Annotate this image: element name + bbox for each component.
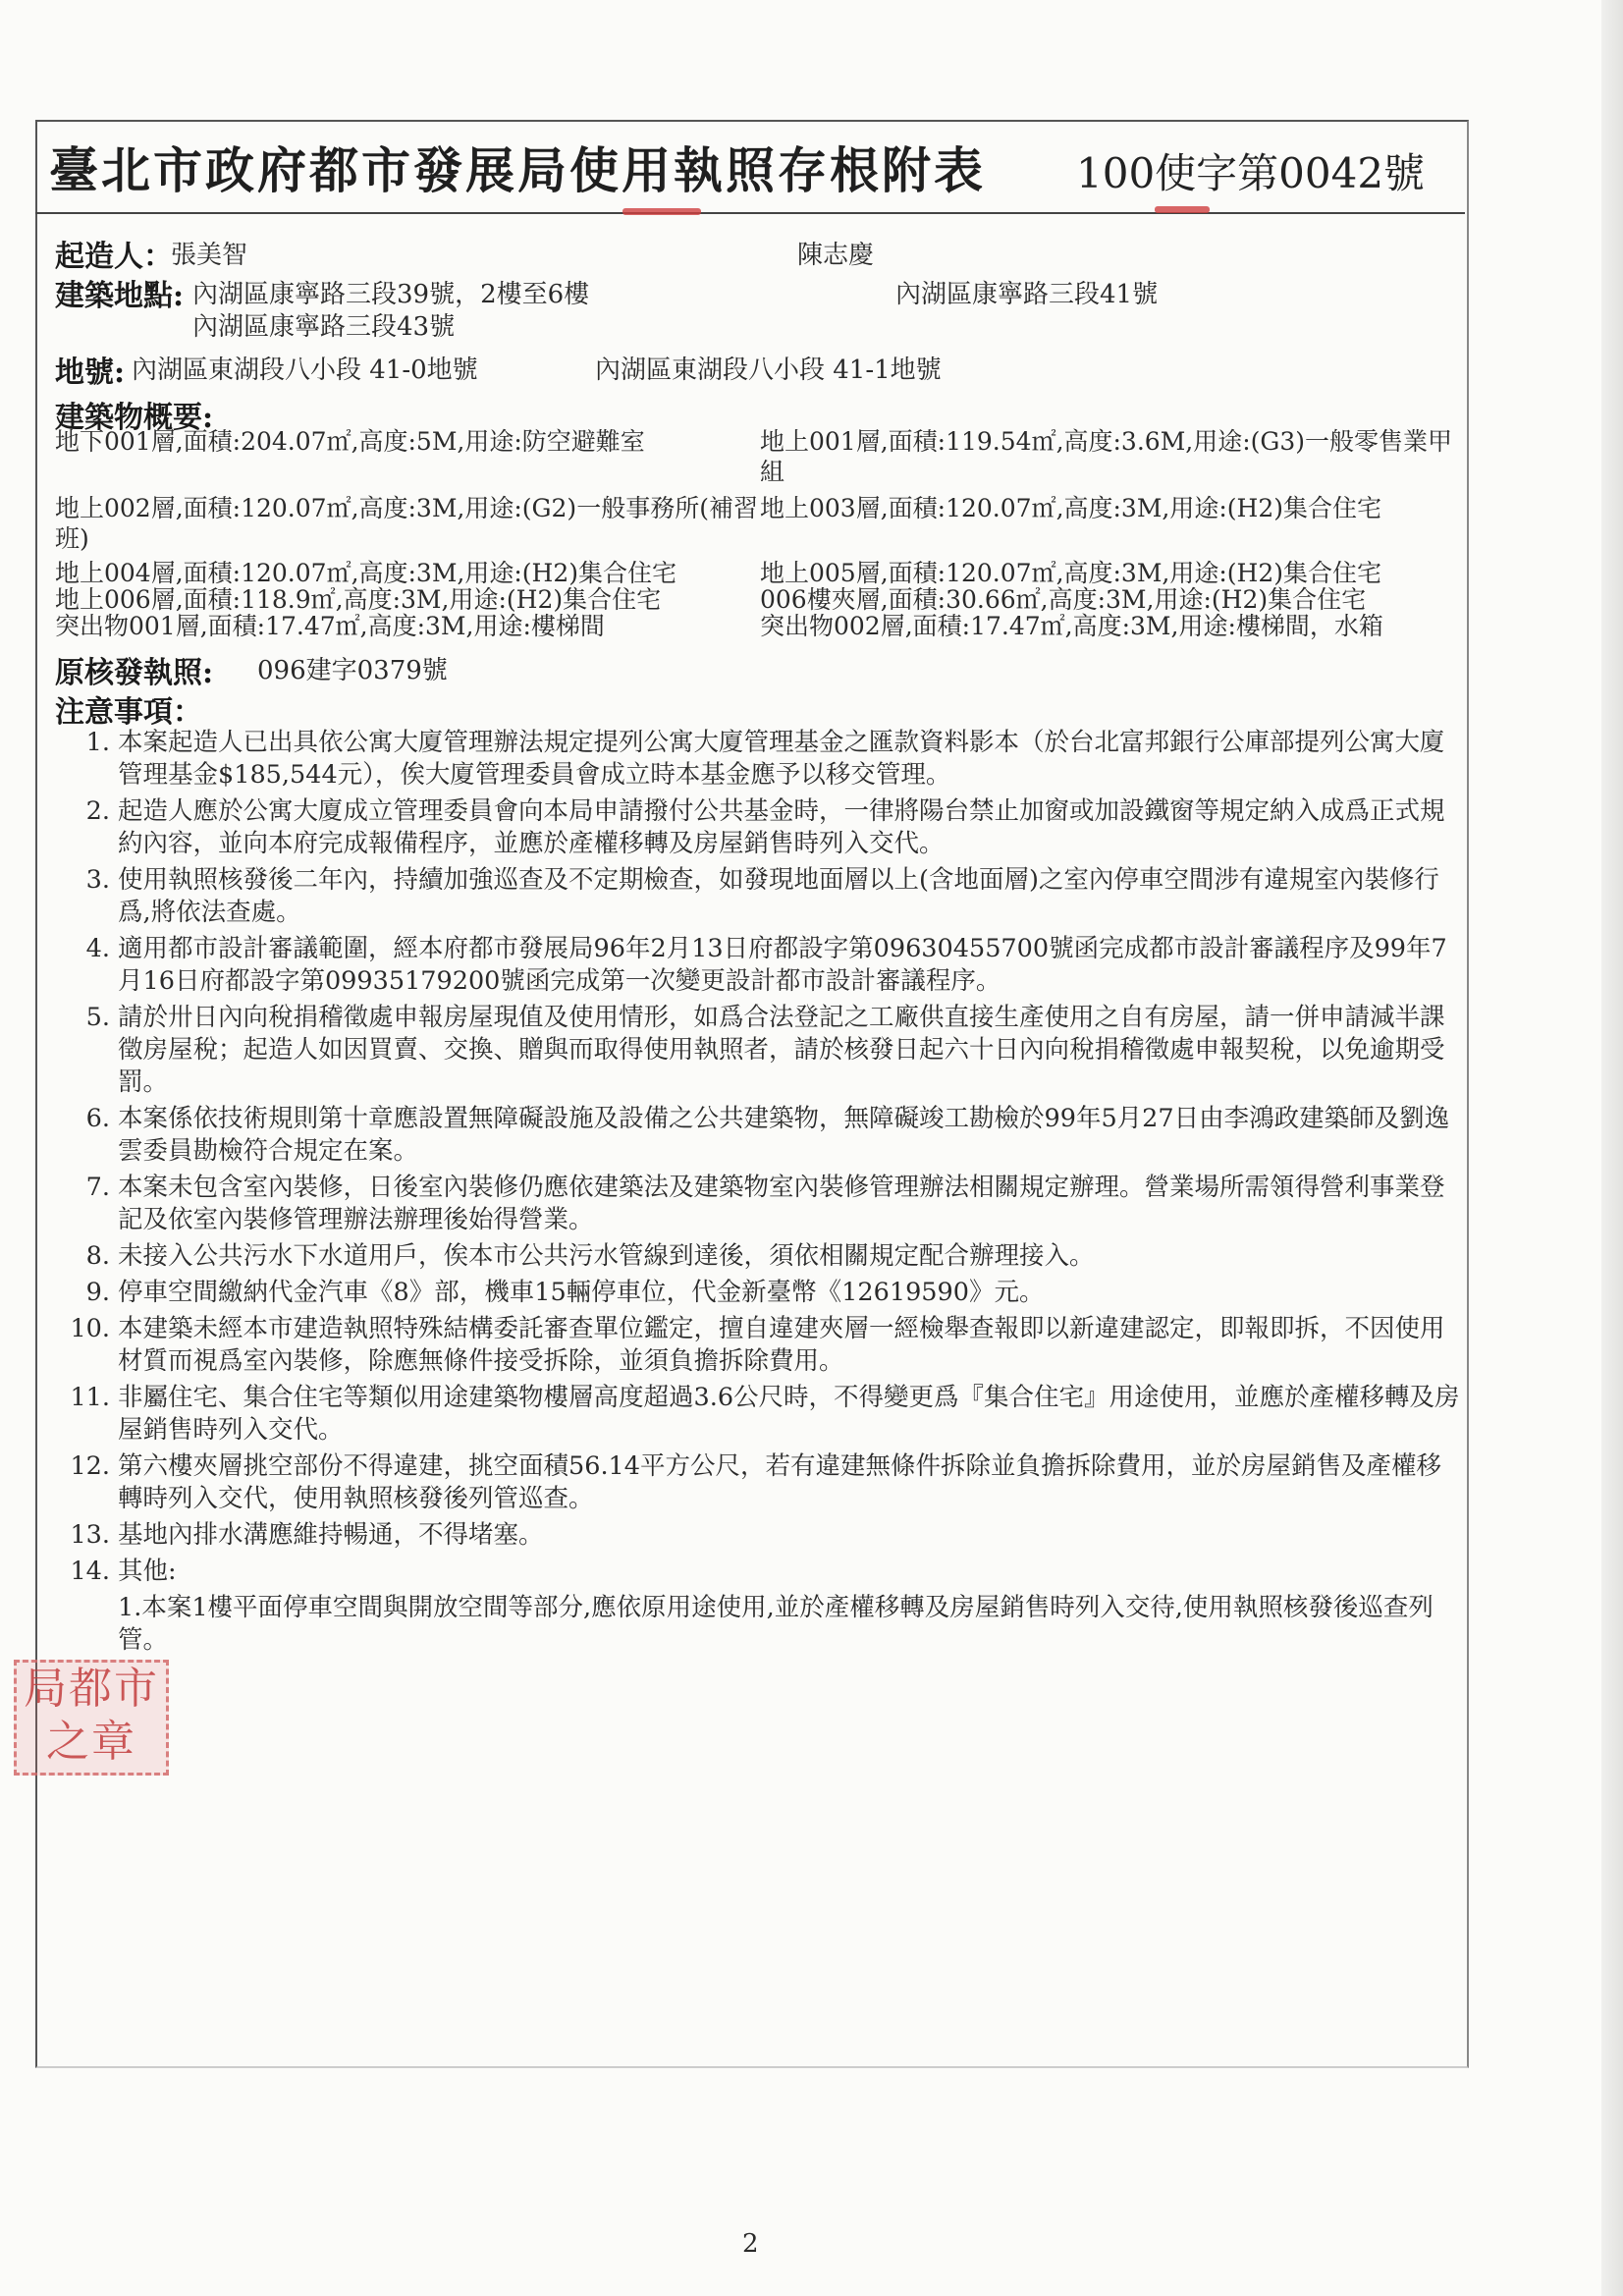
- note-text: 請於卅日內向稅捐稽徵處申報房屋現值及使用情形，如爲合法登記之工廠供直接生產使用之自有房屋，請一併申請減半課徵房屋稅；起造人如因買賣、交換、贈與而取得使用執照者，請於核發日起六十日內向稅捐稽徵處申報契稅，以免逾期受罰。: [118, 1003, 1445, 1097]
- note-number: 7.: [85, 1173, 110, 1202]
- note-number: 6.: [85, 1104, 110, 1133]
- scan-edge: [1601, 0, 1623, 2296]
- site-label: 建築地點:: [55, 279, 185, 313]
- note-number: 4.: [85, 934, 110, 963]
- applicant-name: 陳志慶: [797, 241, 875, 270]
- note-number: 2.: [85, 796, 110, 826]
- lot-number: 內湖區東湖段八小段 41-0地號: [132, 355, 478, 385]
- note-number: 8.: [85, 1241, 110, 1271]
- notes-label: 注意事項：: [55, 695, 202, 730]
- overview-line: 地上001層,面積:119.54㎡,高度:3.6M,用途:(G3)一般零售業甲: [760, 427, 1453, 456]
- note-number: 5.: [85, 1003, 110, 1032]
- document-title: 臺北市政府都市發展局使用執照存根附表: [49, 141, 986, 199]
- note-item: [69, 1382, 1463, 1447]
- red-seal-mark: [622, 208, 701, 215]
- note-text: 未接入公共污水下水道用戶，俟本市公共污水管線到達後，須依相關規定配合辦理接入。: [118, 1241, 1095, 1271]
- note-item: [69, 933, 1463, 998]
- notes-list: [69, 727, 1463, 1661]
- overview-line: 地上005層,面積:120.07㎡,高度:3M,用途:(H2)集合住宅: [760, 559, 1382, 587]
- note-text: 本案起造人已出具依公寓大廈管理辦法規定提列公寓大廈管理基金之匯款資料影本（於台北富邦銀行公庫部提列公寓大廈管理基金$185,544元），俟大廈管理委員會成立時本基金應予以移交管理。: [118, 728, 1445, 790]
- note-item: [69, 1240, 1463, 1273]
- note-text: 停車空間繳納代金汽車《8》部，機車15輛停車位，代金新臺幣《12619590》元。: [118, 1278, 1045, 1307]
- note-text: 非屬住宅、集合住宅等類似用途建築物樓層高度超過3.6公尺時，不得變更爲『集合住宅』用途使用，並應於產權移轉及房屋銷售時列入交代。: [118, 1383, 1460, 1445]
- lot-number: 內湖區東湖段八小段 41-1地號: [595, 355, 942, 385]
- note-text: 適用都市設計審議範圍，經本府都市發展局96年2月13日府都設字第09630455700號函完成都市設計審議程序及99年7月16日府都設字第09935179200號函完成第一次變更設計都市設計審議程序。: [118, 934, 1447, 996]
- site-address: 內湖區康寧路三段43號: [192, 312, 456, 342]
- note-item: [69, 864, 1463, 929]
- note-text: 起造人應於公寓大廈成立管理委員會向本局申請撥付公共基金時，一律將陽台禁止加窗或加設鐵窗等規定納入成爲正式規約內容，並向本府完成報備程序，並應於產權移轉及房屋銷售時列入交代。: [118, 796, 1445, 858]
- official-seal-stamp: 局都市之章: [14, 1660, 169, 1776]
- overview-line: 突出物002層,面積:17.47㎡,高度:3M,用途:樓梯間，水箱: [760, 612, 1383, 640]
- original-permit-label: 原核發執照:: [55, 656, 214, 690]
- note-item: [69, 1002, 1463, 1099]
- header: [35, 120, 1465, 214]
- overview-line: 地上006層,面積:118.9㎡,高度:3M,用途:(H2)集合住宅: [55, 585, 662, 614]
- site-address: 內湖區康寧路三段39號，2樓至6樓: [192, 280, 590, 309]
- overview-line: 地下001層,面積:204.07㎡,高度:5M,用途:防空避難室: [55, 427, 645, 456]
- note-number: 13.: [70, 1520, 110, 1550]
- note-item: [69, 1519, 1463, 1552]
- note-number: 10.: [70, 1314, 110, 1343]
- lot-label: 地號:: [55, 355, 126, 390]
- note-text: 1.本案1樓平面停車空間與開放空間等部分,應依原用途使用,並於產權移轉及房屋銷售時列入交待,使用執照核發後巡查列管。: [118, 1593, 1434, 1655]
- original-permit-value: 096建字0379號: [257, 656, 448, 685]
- applicant-label: 起造人：: [55, 240, 173, 274]
- overview-line: 班): [55, 524, 89, 553]
- note-text: 第六樓夾層挑空部份不得違建，挑空面積56.14平方公尺，若有違建無條件拆除並負擔拆除費用，並於房屋銷售及產權移轉時列入交代，使用執照核發後列管巡查。: [118, 1451, 1442, 1513]
- overview-line: 地上003層,面積:120.07㎡,高度:3M,用途:(H2)集合住宅: [760, 494, 1382, 522]
- note-item: [69, 1556, 1463, 1588]
- note-text: 本建築未經本市建造執照特殊結構委託審查單位鑑定，擅自違建夾層一經檢舉查報即以新違建認定，即報即拆，不因使用材質而視爲室內裝修，除應無條件接受拆除，並須負擔拆除費用。: [118, 1314, 1445, 1376]
- note-item: [69, 1313, 1463, 1378]
- note-text: 本案未包含室內裝修，日後室內裝修仍應依建築法及建築物室內裝修管理辦法相關規定辦理。營業場所需領得營利事業登記及依室內裝修管理辦法辦理後始得營業。: [118, 1173, 1445, 1234]
- note-text: 其他:: [118, 1557, 177, 1586]
- overview-line: 地上002層,面積:120.07㎡,高度:3M,用途:(G2)一般事務所(補習: [55, 494, 758, 522]
- page-number: 2: [742, 2229, 759, 2259]
- applicant-name: 張美智: [171, 241, 248, 270]
- note-number: 9.: [85, 1278, 110, 1307]
- note-item: [69, 1172, 1463, 1236]
- note-number: 1.: [85, 728, 110, 757]
- note-number: 3.: [85, 865, 110, 895]
- note-item: [69, 1277, 1463, 1309]
- overview-line: 組: [760, 458, 785, 486]
- note-text: 本案係依技術規則第十章應設置無障礙設施及設備之公共建築物，無障礙竣工勘檢於99年5月27日由李鴻政建築師及劉逸雲委員勘檢符合規定在案。: [118, 1104, 1450, 1166]
- note-item: [69, 727, 1463, 792]
- note-number: 12.: [70, 1451, 110, 1481]
- overview-line: 地上004層,面積:120.07㎡,高度:3M,用途:(H2)集合住宅: [55, 559, 677, 587]
- note-number: 14.: [70, 1557, 110, 1586]
- red-seal-mark: [1155, 206, 1210, 213]
- note-number: 11.: [70, 1383, 110, 1412]
- overview-line: 突出物001層,面積:17.47㎡,高度:3M,用途:樓梯間: [55, 612, 605, 640]
- note-item: [69, 795, 1463, 860]
- permit-number: 100使字第0042號: [1076, 149, 1426, 197]
- overview-line: 006樓夾層,面積:30.66㎡,高度:3M,用途:(H2)集合住宅: [760, 585, 1367, 614]
- note-item: [69, 1450, 1463, 1515]
- note-number: [69, 1592, 118, 1657]
- overview-label: 建築物概要:: [55, 401, 214, 435]
- site-address: 內湖區康寧路三段41號: [895, 280, 1159, 309]
- note-text: 使用執照核發後二年內，持續加強巡查及不定期檢查，如發現地面層以上(含地面層)之室內停車空間涉有違規室內裝修行爲,將依法查處。: [118, 865, 1439, 927]
- note-subitem: [69, 1592, 1463, 1657]
- note-text: 基地內排水溝應維持暢通，不得堵塞。: [118, 1520, 544, 1550]
- note-item: [69, 1103, 1463, 1168]
